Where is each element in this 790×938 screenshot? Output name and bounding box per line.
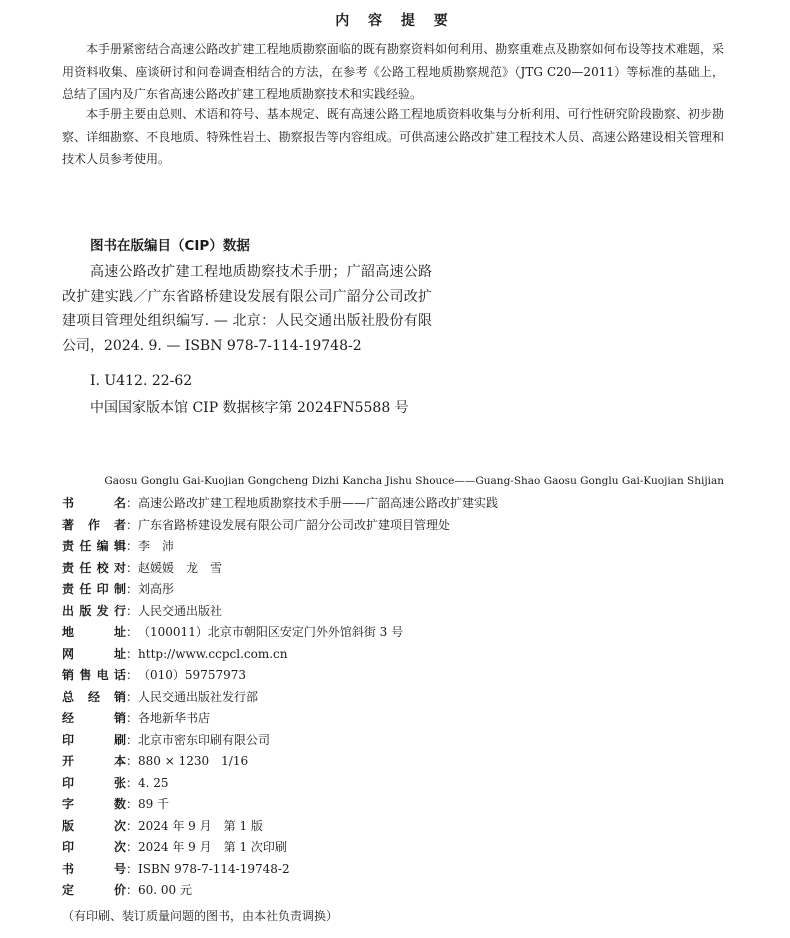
cip-record-number: 中国国家版本馆 CIP 数据核字第 2024FN5588 号 xyxy=(90,400,409,416)
cip-classification: Ⅰ. U412. 22-62 xyxy=(90,373,193,389)
colophon-row-seller: 经销：各地新华书店 xyxy=(62,708,498,730)
colophon-label: 责任编辑 xyxy=(62,539,126,553)
colophon-label: 出版发行 xyxy=(62,603,126,618)
colophon-value: 人民交通出版社 xyxy=(138,603,223,618)
colophon-row-print-manager: 责任印制：刘高彤 xyxy=(62,579,498,601)
colophon-label: 总经销 xyxy=(62,689,126,704)
colophon-label: 书号 xyxy=(62,861,126,876)
colophon-value: 60. 00 元 xyxy=(138,883,192,897)
colophon-row-phone: 销售电话：（010）59757973 xyxy=(62,665,498,687)
colophon-value: 李 沛 xyxy=(138,539,175,553)
colophon-label: 责任校对 xyxy=(62,560,126,575)
colophon-row-isbn: 书号：ISBN 978-7-114-19748-2 xyxy=(62,859,498,881)
colophon-row-author: 著作者：广东省路桥建设发展有限公司广韶分公司改扩建项目管理处 xyxy=(62,515,498,537)
colophon-value: 880 × 1230 1/16 xyxy=(138,754,249,768)
abstract-title: 内 容 提 要 xyxy=(335,13,455,29)
colophon-label: 著作者 xyxy=(62,517,126,532)
colophon-row-sheets: 印张：4. 25 xyxy=(62,773,498,795)
colophon-value: （100011）北京市朝阳区安定门外外馆斜街 3 号 xyxy=(138,625,404,639)
colophon-value: （010）59757973 xyxy=(138,668,246,682)
colophon-value: 刘高彤 xyxy=(138,582,175,596)
colophon-row-website: 网址：http://www.ccpcl.com.cn xyxy=(62,644,498,666)
colophon-value: 各地新华书店 xyxy=(138,711,211,725)
colophon-row-distributor: 总经销：人民交通出版社发行部 xyxy=(62,687,498,709)
cip-body: 高速公路改扩建工程地质勘察技术手册；广韶高速公路改扩建实践／广东省路桥建设发展有限公司广韶分公司改扩建项目管理处组织编写. — 北京：人民交通出版社股份有限公司，2024. 9. — ISBN 978-7-114-19748-2 xyxy=(62,264,432,354)
abstract-paragraph-1: 本手册紧密结合高速公路改扩建工程地质勘察面临的既有勘察资料如何利用、勘察重难点及勘察如何布设等技术难题，采用资料收集、座谈研讨和问卷调查相结合的方法，在参考《公路工程地质勘察规范》（JTG C20—2011）等标准的基础上，总结了国内及广东省高速公路改扩建工程地质勘察技术和实践经验。 xyxy=(62,42,724,101)
colophon-value: 高速公路改扩建工程地质勘察技术手册——广韶高速公路改扩建实践 xyxy=(138,496,499,510)
colophon-label: 定价 xyxy=(62,883,126,897)
colophon-label: 经销 xyxy=(62,711,126,725)
colophon-value: ISBN 978-7-114-19748-2 xyxy=(138,861,290,876)
colophon-row-printing: 印次：2024 年 9 月 第 1 次印刷 xyxy=(62,837,498,859)
colophon-row-address: 地址：（100011）北京市朝阳区安定门外外馆斜街 3 号 xyxy=(62,622,498,644)
colophon-label: 责任印制 xyxy=(62,582,126,596)
colophon-row-word-count: 字数：89 千 xyxy=(62,794,498,816)
colophon-label: 印刷 xyxy=(62,732,126,747)
colophon-label: 网址 xyxy=(62,646,126,661)
colophon-label: 字数 xyxy=(62,797,126,811)
colophon-row-printer: 印刷：北京市密东印刷有限公司 xyxy=(62,730,498,752)
colophon-label: 开本 xyxy=(62,754,126,768)
colophon-label: 书名 xyxy=(62,496,126,510)
colophon-value: 2024 年 9 月 第 1 版 xyxy=(138,818,263,833)
colophon-row-price: 定价：60. 00 元 xyxy=(62,880,498,902)
colophon-value: 北京市密东印刷有限公司 xyxy=(138,732,271,747)
colophon-row-proofreader: 责任校对：赵媛媛 龙 雪 xyxy=(62,558,498,580)
colophon-row-format: 开本：880 × 1230 1/16 xyxy=(62,751,498,773)
colophon-list xyxy=(62,493,498,902)
colophon-row-publisher: 出版发行：人民交通出版社 xyxy=(62,601,498,623)
colophon-row-edition: 版次：2024 年 9 月 第 1 版 xyxy=(62,816,498,838)
colophon-value: http://www.ccpcl.com.cn xyxy=(138,646,288,661)
colophon-label: 印张 xyxy=(62,775,126,790)
colophon-label: 印次 xyxy=(62,840,126,854)
pinyin-title: Gaosu Gonglu Gai-Kuojian Gongcheng Dizhi Kancha Jishu Shouce——Guang-Shao Gaosu Gonglu Gai-Kuojian Shijian xyxy=(104,475,724,487)
colophon-value: 2024 年 9 月 第 1 次印刷 xyxy=(138,840,287,854)
colophon-label: 销售电话 xyxy=(62,668,126,682)
cip-heading: 图书在版编目（CIP）数据 xyxy=(90,238,250,254)
colophon-value: 89 千 xyxy=(138,797,170,811)
colophon-label: 地址 xyxy=(62,625,126,639)
colophon-value: 赵媛媛 龙 雪 xyxy=(138,560,223,575)
colophon-value: 广东省路桥建设发展有限公司广韶分公司改扩建项目管理处 xyxy=(138,517,451,532)
abstract-paragraph-2: 本手册主要由总则、术语和符号、基本规定、既有高速公路工程地质资料收集与分析利用、可行性研究阶段勘察、初步勘察、详细勘察、不良地质、特殊性岩土、勘察报告等内容组成。可供高速公路改扩建工程技术人员、高速公路建设相关管理和技术人员参考使用。 xyxy=(62,107,724,166)
colophon-label: 版次 xyxy=(62,818,126,833)
footer-note: （有印刷、装订质量问题的图书，由本社负责调换） xyxy=(62,909,339,923)
colophon-value: 4. 25 xyxy=(138,775,169,790)
colophon-value: 人民交通出版社发行部 xyxy=(138,689,259,704)
colophon-row-editor: 责任编辑：李 沛 xyxy=(62,536,498,558)
colophon-row-title: 书名：高速公路改扩建工程地质勘察技术手册——广韶高速公路改扩建实践 xyxy=(62,493,498,515)
